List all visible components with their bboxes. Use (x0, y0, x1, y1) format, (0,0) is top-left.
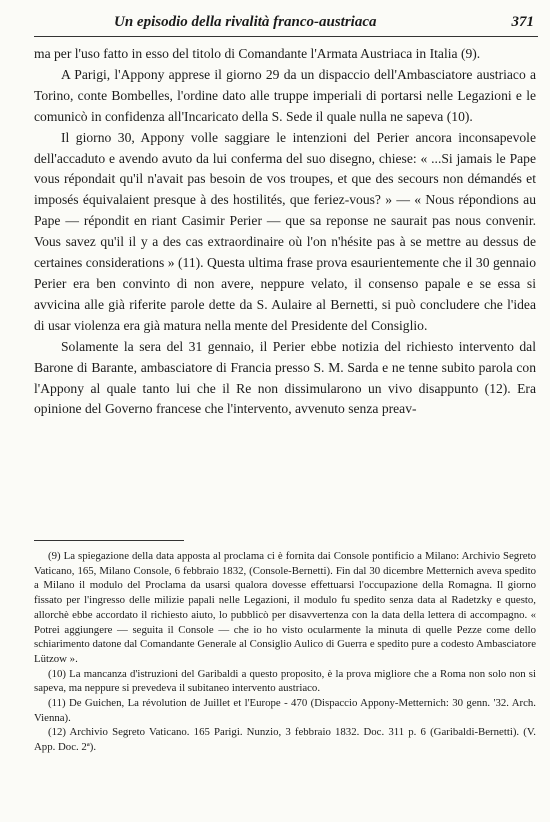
footnote-rule (34, 540, 184, 541)
footnote-10: (10) La mancanza d'istruzioni del Garibaldi a questo proposito, è la prova migliore che a Roma non solo non si sapeva, ma neppure si prevedeva il subitaneo intervento austriaco. (34, 667, 536, 695)
paragraph: Il giorno 30, Appony volle saggiare le intenzioni del Perier ancora inconsapevole dell'accaduto e avendo avuto da lui conferma del suo disegno, chiese: « ...Si jamais le Pape vous répondait qu'il n'avait pas besoin de vos troupes, et que des secours non démandés et imposés équivalaient presque à des hostilités, que feriez-vous? » — « Nous répondions au Pape — répondit en riant Casimir Perier — que sa reponse ne saurait pas nous convenir. Vous savez qu'il il y a des cas extraordinaire où l'on n'hésite pas à se mettre au dessus de certaines considerations » (11). Questa ultima frase prova esaurientemente che il 30 gennaio Perier era ben convinto di non avere, neppure velato, il consenso papale e se essa si avvicina alle già riferite parole dette da S. Aulaire al Bernetti, si può concludere che l'idea di usar violenza era già matura nella mente del Presidente del Consiglio. (34, 129, 536, 333)
page-header (34, 14, 534, 34)
page-number: 371 (511, 14, 534, 30)
paragraph: Solamente la sera del 31 gennaio, il Perier ebbe notizia del richiesto intervento dal Barone di Barante, ambasciatore di Francia presso S. M. Sarda e ne tenne subito parola con l'Appony al quale tanto lui che il Re non dissimularono un vivo disappunto (12). Era opinione del Governo francese che l'intervento, avvenuto senza preav- (34, 338, 536, 417)
footnotes (34, 549, 536, 755)
main-text (34, 44, 536, 420)
running-head: Un episodio della rivalità franco-austriaca (114, 14, 377, 30)
footnote-9: (9) La spiegazione della data apposta al proclama ci è fornita dai Console pontificio a Milano: Archivio Segreto Vaticano, 165, Milano Console, 6 febbraio 1832, (Console-Bernetti). Fin dal 30 dicembre Metternich aveva spedito a Milano il modulo del Proclama da usarsi qualora dovesse effettuarsi l'occupazione della Romagna. Il giorno fissato per l'ingresso delle milizie papali nelle Legazioni, il modulo fu spedito senza data al Radetzky e questo, allorchè ebbe accordato il richiesto aiuto, lo pubblicò per disavvertenza con la data della lettera di accompagno. « Potrei aggiungere — seguita il Console — che io ho visto ocularmente la minuta di quelle Pezze come dello schiarimento datone dal Comandante Generale al Consiglio Aulico di Guerra e spedito pure a codesto Ambasciatore Lützow ». (34, 550, 536, 665)
paragraph: A Parigi, l'Appony apprese il giorno 29 da un dispaccio dell'Ambasciatore austriaco a Torino, conte Bombelles, l'ordine dato alle truppe imperiali di portarsi nelle Legazioni e le comunicò in confidenza all'Incaricato della S. Sede il quale nulla ne sapeva (10). (34, 66, 536, 124)
header-rule (34, 36, 538, 37)
footnote-12: (12) Archivio Segreto Vaticano. 165 Parigi. Nunzio, 3 febbraio 1832. Doc. 311 p. 6 (Garibaldi-Bernetti). (V. App. Doc. 2ª). (34, 726, 536, 754)
paragraph-continuation: ma per l'uso fatto in esso del titolo di Comandante l'Armata Austriaca in Italia (9). (34, 46, 481, 61)
footnote-11: (11) De Guichen, La révolution de Juillet et l'Europe - 470 (Dispaccio Appony-Metternich: 30 genn. '32. Arch. Vienna). (34, 697, 536, 724)
